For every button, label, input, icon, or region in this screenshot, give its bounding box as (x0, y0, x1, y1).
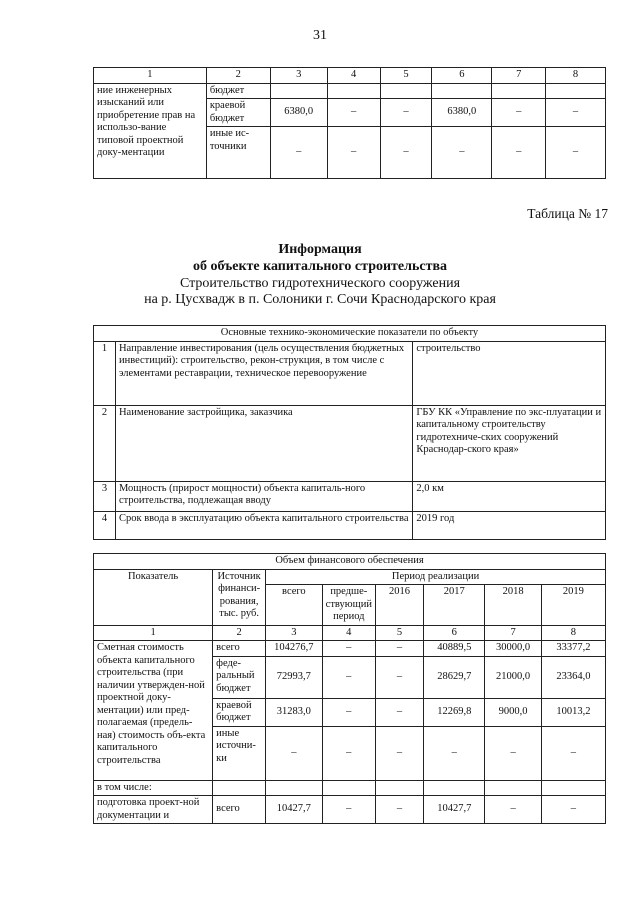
tech-indicators-table (93, 325, 606, 540)
col-source: Источник финанси-рования, тыс. руб. (213, 569, 266, 625)
value-cell: 23364,0 (541, 656, 605, 698)
col-number-6: 6 (432, 68, 492, 84)
source-label: иные ис-точники (206, 127, 270, 179)
financing-title: Объем финансового обеспечения (94, 554, 606, 570)
object-location: на р. Цусхвадж в п. Солоники г. Сочи Краснодарского края (144, 292, 496, 307)
value-cell: 12269,8 (424, 698, 485, 726)
value-cell: – (322, 796, 375, 824)
col-number-4: 4 (327, 68, 380, 84)
value-cell: 40889,5 (424, 641, 485, 657)
indicator-label: Мощность (прирост мощности) объекта капиталь-ного строительства, подлежащая вводу (115, 481, 412, 511)
row-number: 1 (94, 341, 116, 405)
page-number: 31 (313, 28, 327, 43)
indicator-value: ГБУ КК «Управление по экс-плуатации и капитальному строительству гидротехниче-ских сооружений Краснодар-ского края» (413, 405, 606, 481)
row-number: 2 (94, 405, 116, 481)
value-cell: – (380, 127, 432, 179)
col-number: 3 (266, 625, 323, 641)
col-previous-period: предше-ствующий период (322, 585, 375, 626)
value-cell: – (266, 726, 323, 780)
row-number: 4 (94, 511, 116, 539)
row-number: 3 (94, 481, 116, 511)
tech-table-header: Основные технико-экономические показатели по объекту (94, 326, 606, 342)
value-cell: 21000,0 (485, 656, 541, 698)
value-cell: – (424, 726, 485, 780)
value-cell: – (541, 796, 605, 824)
col-number: 5 (375, 625, 423, 641)
indicator-value: строительство (413, 341, 606, 405)
heading-title: Информация (278, 242, 362, 257)
table-number-label: Таблица № 17 (527, 206, 608, 221)
value-cell: – (322, 641, 375, 657)
value-cell: – (485, 726, 541, 780)
col-number-5: 5 (380, 68, 432, 84)
period-header: Период реализации (266, 569, 606, 585)
value-cell: – (375, 796, 423, 824)
col-number-1: 1 (94, 68, 207, 84)
col-indicator: Показатель (94, 569, 213, 625)
col-number: 8 (541, 625, 605, 641)
col-total: всего (266, 585, 323, 626)
value-cell: – (375, 641, 423, 657)
value-cell: 10013,2 (541, 698, 605, 726)
value-cell: 6380,0 (432, 99, 492, 127)
object-name: Строительство гидротехнического сооружения (179, 276, 461, 291)
value-cell: – (327, 127, 380, 179)
col-number-8: 8 (546, 68, 606, 84)
value-cell: 6380,0 (270, 99, 327, 127)
col-year: 2018 (485, 585, 541, 626)
including-label: в том числе: (94, 780, 213, 796)
financing-table (93, 553, 606, 824)
value-cell: – (432, 127, 492, 179)
cost-label: Сметная стоимость объекта капитального строительства (при наличии утвержден-ной проектной доку-ментации) или пред-полагаемая (предель-ная) стоимость объ-екта капитального строительства (94, 641, 213, 781)
source-label: всего (213, 641, 266, 657)
value-cell: 10427,7 (266, 796, 323, 824)
value-cell: 10427,7 (424, 796, 485, 824)
value-cell: 104276,7 (266, 641, 323, 657)
value-cell: 9000,0 (485, 698, 541, 726)
value-cell: – (322, 726, 375, 780)
value-cell: – (546, 127, 606, 179)
source-label: иные источни-ки (213, 726, 266, 780)
source-label: феде-ральный бюджет (213, 656, 266, 698)
value-cell: – (270, 127, 327, 179)
heading-subtitle: об объекте капитального строительства (192, 259, 448, 274)
source-label: бюджет (206, 83, 270, 99)
value-cell: – (485, 796, 541, 824)
value-cell: – (380, 99, 432, 127)
value-cell: – (546, 99, 606, 127)
value-cell: 31283,0 (266, 698, 323, 726)
value-cell: – (375, 726, 423, 780)
value-cell: – (492, 127, 546, 179)
funding-table-continued (93, 67, 606, 179)
value-cell: – (375, 656, 423, 698)
indicator-label: Направление инвестирования (цель осуществления бюджетных инвестиций): строительство, рекон-струкция, в том числе с элементами реставрации, техническое перевооружение (115, 341, 412, 405)
value-cell: – (322, 656, 375, 698)
indicator-label: Срок ввода в эксплуатацию объекта капитального строительства (115, 511, 412, 539)
source-label: всего (213, 796, 266, 824)
col-year: 2016 (375, 585, 423, 626)
indicator-value: 2,0 км (413, 481, 606, 511)
value-cell: – (322, 698, 375, 726)
col-number-2: 2 (206, 68, 270, 84)
indicator-label: Наименование застройщика, заказчика (115, 405, 412, 481)
col-number-3: 3 (270, 68, 327, 84)
value-cell: 33377,2 (541, 641, 605, 657)
col-year: 2017 (424, 585, 485, 626)
col-number: 2 (213, 625, 266, 641)
value-cell: – (492, 99, 546, 127)
col-number: 7 (485, 625, 541, 641)
value-cell: 28629,7 (424, 656, 485, 698)
value-cell: 72993,7 (266, 656, 323, 698)
design-label: подготовка проект-ной документации и (94, 796, 213, 824)
source-label: краевой бюджет (206, 99, 270, 127)
col-number-7: 7 (492, 68, 546, 84)
project-label: ние инженерных изысканий или приобретение прав на использо-вание типовой проектной доку-ментации (94, 83, 207, 179)
value-cell: – (541, 726, 605, 780)
source-label: краевой бюджет (213, 698, 266, 726)
value-cell: – (327, 99, 380, 127)
indicator-value: 2019 год (413, 511, 606, 539)
col-year: 2019 (541, 585, 605, 626)
col-number: 4 (322, 625, 375, 641)
col-number: 1 (94, 625, 213, 641)
col-number: 6 (424, 625, 485, 641)
value-cell: 30000,0 (485, 641, 541, 657)
value-cell: – (375, 698, 423, 726)
